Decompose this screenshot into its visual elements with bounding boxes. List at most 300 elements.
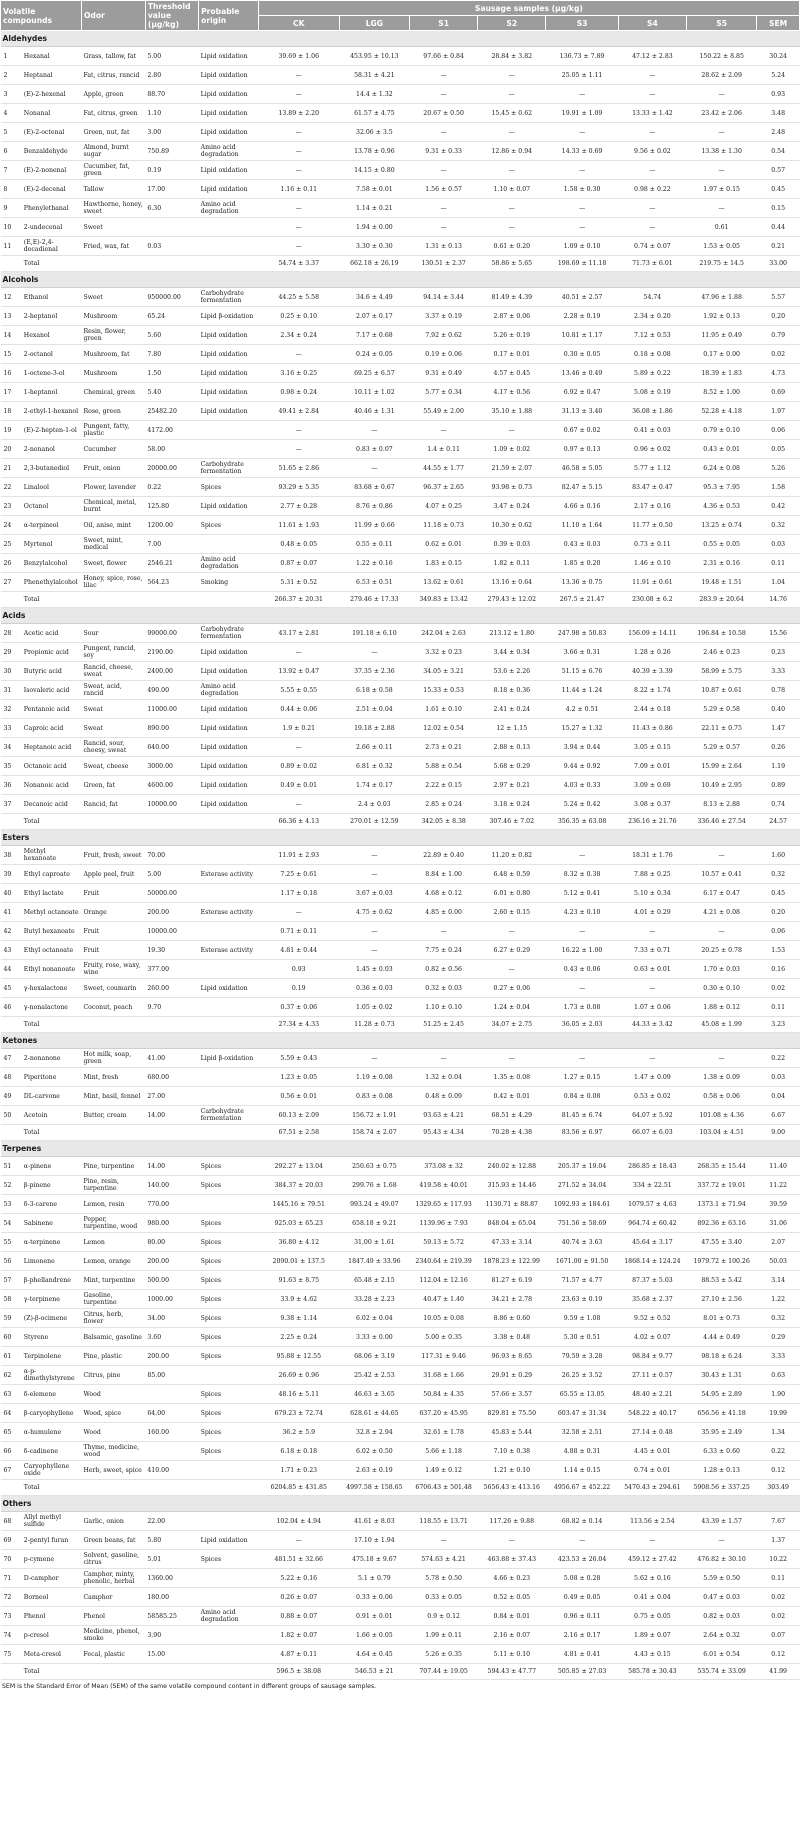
value-s2: — [478, 1049, 546, 1068]
value-s3: — [546, 161, 618, 180]
compound-name: Nonanal [22, 104, 82, 123]
value-s3: — [546, 123, 618, 142]
value-lgg: 13.78 ± 0.96 [339, 142, 409, 161]
value-s1: 0.32 ± 0.03 [410, 979, 478, 998]
origin-cell: Lipid oxidation [199, 497, 259, 516]
value-sem: 0.78 [757, 681, 800, 700]
total-row [1, 814, 800, 830]
value-s2: 6.27 ± 0.29 [478, 941, 546, 960]
compound-index: 16 [1, 364, 22, 383]
compound-name: Hexanol [22, 326, 82, 345]
value-s5: — [686, 1049, 756, 1068]
value-s2: 13.16 ± 0.64 [478, 573, 546, 592]
total-sem: 14.76 [757, 592, 800, 608]
total-value: 585.78 ± 30.43 [618, 1664, 686, 1680]
value-s5: 2.31 ± 0.16 [686, 554, 756, 573]
value-s3: 11.10 ± 1.64 [546, 516, 618, 535]
value-s3: 32.58 ± 2.51 [546, 1423, 618, 1442]
compound-index: 71 [1, 1569, 22, 1588]
compound-name: (E)-2-octenal [22, 123, 82, 142]
value-s3: — [546, 199, 618, 218]
table-row [1, 85, 800, 104]
value-s1: 5.66 ± 1.18 [410, 1442, 478, 1461]
value-lgg: 6.81 ± 0.32 [339, 757, 409, 776]
category-title: Others [1, 1496, 800, 1512]
value-s4: 2.34 ± 0.20 [618, 307, 686, 326]
value-s4: — [618, 161, 686, 180]
header-sample: CK [258, 16, 339, 31]
odor-cell: Garlic, onion [81, 1512, 145, 1531]
threshold-cell: 65.24 [145, 307, 198, 326]
compound-name: Phenol [22, 1607, 82, 1626]
value-s3: 5.30 ± 0.51 [546, 1328, 618, 1347]
value-s3: 4.03 ± 0.33 [546, 776, 618, 795]
compound-index: 47 [1, 1049, 22, 1068]
odor-cell: Herb, sweet, spice [81, 1461, 145, 1480]
value-s4: — [618, 66, 686, 85]
odor-cell: Camphor, minty, phenolic, herbal [81, 1569, 145, 1588]
threshold-cell: 180.00 [145, 1588, 198, 1607]
odor-cell: Apple, green [81, 85, 145, 104]
value-s2: — [478, 922, 546, 941]
compound-index: 56 [1, 1252, 22, 1271]
value-s2: 8.86 ± 0.60 [478, 1309, 546, 1328]
value-s5: 23.42 ± 2.06 [686, 104, 756, 123]
origin-cell: Lipid β-oxidation [199, 307, 259, 326]
value-lgg: 156.72 ± 1.91 [339, 1106, 409, 1125]
threshold-cell: 2190.00 [145, 643, 198, 662]
value-s2: 0.52 ± 0.05 [478, 1588, 546, 1607]
value-sem: 0.05 [757, 440, 800, 459]
value-s2: 47.33 ± 3.14 [478, 1233, 546, 1252]
value-lgg: 0.24 ± 0.05 [339, 345, 409, 364]
value-s1: 5.26 ± 0.35 [410, 1645, 478, 1664]
value-ck: 13.92 ± 0.47 [258, 662, 339, 681]
value-s1: 93.63 ± 4.21 [410, 1106, 478, 1125]
table-row [1, 161, 800, 180]
value-ck: — [258, 738, 339, 757]
value-s4: 87.37 ± 5.03 [618, 1271, 686, 1290]
value-s3: 1.27 ± 0.15 [546, 1068, 618, 1087]
value-s1: 32.61 ± 1.78 [410, 1423, 478, 1442]
value-s4: 5.89 ± 0.22 [618, 364, 686, 383]
value-s2: 2.16 ± 0.07 [478, 1626, 546, 1645]
value-lgg: 3.30 ± 0.30 [339, 237, 409, 256]
value-ck: 1445.16 ± 79.51 [258, 1195, 339, 1214]
compound-index: 15 [1, 345, 22, 364]
value-s1: 1139.96 ± 7.93 [410, 1214, 478, 1233]
value-lgg: 10.11 ± 1.02 [339, 383, 409, 402]
value-sem: 1.19 [757, 757, 800, 776]
compound-name: Benzylalcohol [22, 554, 82, 573]
threshold-cell: 5.80 [145, 1531, 198, 1550]
value-s5: 43.39 ± 1.57 [686, 1512, 756, 1531]
value-lgg: 8.76 ± 0.86 [339, 497, 409, 516]
table-row [1, 1569, 800, 1588]
compound-name: γ-terpinene [22, 1290, 82, 1309]
table-row [1, 1366, 800, 1385]
category-row [1, 31, 800, 47]
compound-name: Octanoic acid [22, 757, 82, 776]
value-s4: 18.31 ± 1.76 [618, 846, 686, 865]
compound-index: 13 [1, 307, 22, 326]
value-s5: — [686, 846, 756, 865]
value-s1: 2.85 ± 0.24 [410, 795, 478, 814]
value-s4: 1.07 ± 0.06 [618, 998, 686, 1017]
table-row [1, 1068, 800, 1087]
value-sem: 0.63 [757, 1366, 800, 1385]
value-ck: 5.31 ± 0.52 [258, 573, 339, 592]
compound-index: 2 [1, 66, 22, 85]
value-sem: 5.26 [757, 459, 800, 478]
threshold-cell: 980.00 [145, 1214, 198, 1233]
value-s4: 3.05 ± 0.15 [618, 738, 686, 757]
value-s4: 0.96 ± 0.02 [618, 440, 686, 459]
value-s2: — [478, 199, 546, 218]
value-s2: 10.30 ± 0.62 [478, 516, 546, 535]
origin-cell: Lipid oxidation [199, 402, 259, 421]
odor-cell: Mint, fresh [81, 1068, 145, 1087]
header-samples-group: Sausage samples (μg/kg) [258, 1, 799, 16]
value-s5: 892.36 ± 63.16 [686, 1214, 756, 1233]
value-lgg: 1.94 ± 0.00 [339, 218, 409, 237]
value-s1: 9.31 ± 0.49 [410, 364, 478, 383]
value-s2: 93.98 ± 0.73 [478, 478, 546, 497]
total-value: 44.33 ± 3.42 [618, 1017, 686, 1033]
value-s2: 2.60 ± 0.15 [478, 903, 546, 922]
compound-name: Octanol [22, 497, 82, 516]
compound-name: γ-nonalactone [22, 998, 82, 1017]
value-s2: 3.18 ± 0.24 [478, 795, 546, 814]
total-label: Total [22, 814, 82, 830]
threshold-cell: 770.00 [145, 1195, 198, 1214]
compound-name: Propionic acid [22, 643, 82, 662]
header-sem: SEM [757, 16, 800, 31]
value-s5: — [686, 1531, 756, 1550]
total-spacer [81, 1017, 145, 1033]
compound-name: α-terpinene [22, 1233, 82, 1252]
value-s1: — [410, 421, 478, 440]
origin-cell: Spices [199, 1309, 259, 1328]
compound-index: 18 [1, 402, 22, 421]
value-s3: 46.58 ± 5.05 [546, 459, 618, 478]
value-s4: — [618, 218, 686, 237]
value-lgg: — [339, 1049, 409, 1068]
value-s5: 88.53 ± 5.42 [686, 1271, 756, 1290]
threshold-cell: 200.00 [145, 1347, 198, 1366]
header-compound: Volatile compounds [1, 1, 82, 31]
total-spacer [1, 1125, 22, 1141]
compound-index: 17 [1, 383, 22, 402]
threshold-cell: 34.00 [145, 1309, 198, 1328]
value-s1: 2.73 ± 0.21 [410, 738, 478, 757]
value-sem: 0.79 [757, 326, 800, 345]
origin-cell: Carbohydrate fermentation [199, 459, 259, 478]
value-s5: 1.53 ± 0.05 [686, 237, 756, 256]
compound-name: Methyl hexanoate [22, 846, 82, 865]
category-title: Acids [1, 608, 800, 624]
compound-index: 19 [1, 421, 22, 440]
threshold-cell: 4172.00 [145, 421, 198, 440]
value-s3: 71.57 ± 4.77 [546, 1271, 618, 1290]
compound-name: Butyl hexanoate [22, 922, 82, 941]
compound-name: 2-nonanol [22, 440, 82, 459]
category-row [1, 1033, 800, 1049]
value-sem: 1.53 [757, 941, 800, 960]
origin-cell: Spices [199, 1157, 259, 1176]
header-threshold: Threshold value (μg/kg) [145, 1, 198, 31]
odor-cell: Solvent, gasoline, citrus [81, 1550, 145, 1569]
value-sem: 5.24 [757, 66, 800, 85]
value-sem: 31.06 [757, 1214, 800, 1233]
threshold-cell: 140.00 [145, 1176, 198, 1195]
value-sem: 0.02 [757, 1588, 800, 1607]
value-s3: 4.81 ± 0.41 [546, 1645, 618, 1664]
total-value: 267.5 ± 21.47 [546, 592, 618, 608]
threshold-cell: 5.00 [145, 47, 198, 66]
total-sem: 3.23 [757, 1017, 800, 1033]
value-s1: — [410, 1531, 478, 1550]
value-s5: — [686, 85, 756, 104]
value-ck: 5.59 ± 0.43 [258, 1049, 339, 1068]
compound-name: Linalool [22, 478, 82, 497]
threshold-cell: 22.00 [145, 1512, 198, 1531]
compound-name: D-camphor [22, 1569, 82, 1588]
category-title: Terpenes [1, 1141, 800, 1157]
value-ck: 95.88 ± 12.55 [258, 1347, 339, 1366]
odor-cell: Sweet [81, 218, 145, 237]
threshold-cell: 7.00 [145, 535, 198, 554]
value-s4: 156.09 ± 14.11 [618, 624, 686, 643]
value-s3: 13.36 ± 0.75 [546, 573, 618, 592]
value-sem: 0.89 [757, 776, 800, 795]
value-ck: 3.16 ± 0.25 [258, 364, 339, 383]
value-s3: 5.08 ± 0.28 [546, 1569, 618, 1588]
table-row [1, 1106, 800, 1125]
value-s5: 6.24 ± 0.08 [686, 459, 756, 478]
total-value: 45.08 ± 1.99 [686, 1017, 756, 1033]
total-row [1, 1017, 800, 1033]
value-s1: 11.18 ± 0.73 [410, 516, 478, 535]
value-s2: 4.17 ± 0.56 [478, 383, 546, 402]
header-origin: Probable origin [199, 1, 259, 31]
value-s2: 11.20 ± 0.82 [478, 846, 546, 865]
value-s2: 3.47 ± 0.24 [478, 497, 546, 516]
total-spacer [145, 256, 198, 272]
total-spacer [145, 814, 198, 830]
value-ck: 2090.01 ± 137.5 [258, 1252, 339, 1271]
total-spacer [199, 1480, 259, 1496]
value-sem: 1.22 [757, 1290, 800, 1309]
value-s4: 27.14 ± 0.48 [618, 1423, 686, 1442]
value-s3: 31.13 ± 3.40 [546, 402, 618, 421]
value-ck: 11.61 ± 1.93 [258, 516, 339, 535]
value-lgg: 6.02 ± 0.50 [339, 1442, 409, 1461]
value-sem: 1.90 [757, 1385, 800, 1404]
value-ck: 2.77 ± 0.28 [258, 497, 339, 516]
table-row [1, 624, 800, 643]
total-value: 356.35 ± 63.08 [546, 814, 618, 830]
compound-index: 70 [1, 1550, 22, 1569]
threshold-cell: 1.50 [145, 364, 198, 383]
value-sem: 11.40 [757, 1157, 800, 1176]
value-sem: 5.57 [757, 288, 800, 307]
value-sem: 0.04 [757, 1087, 800, 1106]
table-row [1, 846, 800, 865]
table-row [1, 643, 800, 662]
compound-index: 22 [1, 478, 22, 497]
value-s1: 419.58 ± 40.01 [410, 1176, 478, 1195]
compound-name: Hexanal [22, 47, 82, 66]
value-s3: 1.85 ± 0.20 [546, 554, 618, 573]
value-sem: 0.12 [757, 1645, 800, 1664]
compound-name: Acetic acid [22, 624, 82, 643]
value-s1: — [410, 85, 478, 104]
origin-cell: Amino acid degradation [199, 199, 259, 218]
origin-cell [199, 218, 259, 237]
value-ck: — [258, 161, 339, 180]
total-value: 342.05 ± 8.38 [410, 814, 478, 830]
value-s3: 3.94 ± 0.44 [546, 738, 618, 757]
compound-index: 64 [1, 1404, 22, 1423]
origin-cell: Amino acid degradation [199, 681, 259, 700]
value-s1: 373.08 ± 32 [410, 1157, 478, 1176]
value-ck: 33.9 ± 4.62 [258, 1290, 339, 1309]
odor-cell: Citrus, herb, flower [81, 1309, 145, 1328]
table-row [1, 1290, 800, 1309]
value-lgg: 2.63 ± 0.19 [339, 1461, 409, 1480]
value-s2: 4.66 ± 0.23 [478, 1569, 546, 1588]
compound-index: 55 [1, 1233, 22, 1252]
value-s1: — [410, 922, 478, 941]
threshold-cell: 2400.00 [145, 662, 198, 681]
value-ck: 7.25 ± 0.61 [258, 865, 339, 884]
value-s3: 11.44 ± 1.24 [546, 681, 618, 700]
value-ck: 481.51 ± 32.66 [258, 1550, 339, 1569]
value-s5: — [686, 123, 756, 142]
total-value: 594.43 ± 47.77 [478, 1664, 546, 1680]
compound-name: Caryophyllene oxide [22, 1461, 82, 1480]
origin-cell: Lipid oxidation [199, 161, 259, 180]
table-row [1, 1087, 800, 1106]
value-lgg: 69.25 ± 6.57 [339, 364, 409, 383]
value-s3: 4.23 ± 0.10 [546, 903, 618, 922]
value-s5: 28.62 ± 2.09 [686, 66, 756, 85]
value-s4: 9.56 ± 0.02 [618, 142, 686, 161]
value-s3: 271.52 ± 34.04 [546, 1176, 618, 1195]
value-ck: 6.18 ± 0.18 [258, 1442, 339, 1461]
threshold-cell: 5.40 [145, 383, 198, 402]
value-sem: 0.23 [757, 643, 800, 662]
value-sem: 0.11 [757, 1569, 800, 1588]
odor-cell: Orange [81, 903, 145, 922]
value-sem: 0.02 [757, 979, 800, 998]
value-s5: 11.95 ± 0.49 [686, 326, 756, 345]
value-ck: 44.25 ± 5.58 [258, 288, 339, 307]
value-s2: — [478, 85, 546, 104]
table-row [1, 1309, 800, 1328]
value-ck: 0.93 [258, 960, 339, 979]
origin-cell: Lipid oxidation [199, 719, 259, 738]
value-s4: 4.43 ± 0.15 [618, 1645, 686, 1664]
value-lgg: 453.95 ± 10.13 [339, 47, 409, 66]
value-s5: 10.87 ± 0.61 [686, 681, 756, 700]
value-s5: 22.11 ± 0.75 [686, 719, 756, 738]
total-value: 67.51 ± 2.58 [258, 1125, 339, 1141]
odor-cell: Fruit, fresh, sweet [81, 846, 145, 865]
compound-name: Heptanal [22, 66, 82, 85]
compound-name: (E,E)-2,4-decadienal [22, 237, 82, 256]
value-s5: 47.96 ± 1.88 [686, 288, 756, 307]
value-lgg: 65.48 ± 2.15 [339, 1271, 409, 1290]
value-sem: 0.45 [757, 884, 800, 903]
value-lgg: 1.66 ± 0.05 [339, 1626, 409, 1645]
origin-cell [199, 1068, 259, 1087]
value-s3: 205.37 ± 19.04 [546, 1157, 618, 1176]
odor-cell: Coconut, peach [81, 998, 145, 1017]
value-s2: — [478, 421, 546, 440]
table-row [1, 1347, 800, 1366]
value-s1: 637.20 ± 45.95 [410, 1404, 478, 1423]
table-row [1, 345, 800, 364]
total-spacer [1, 592, 22, 608]
value-lgg: — [339, 846, 409, 865]
value-ck: 679.23 ± 72.74 [258, 1404, 339, 1423]
value-lgg: 31.00 ± 1.61 [339, 1233, 409, 1252]
compound-name: α-p-dimethylstyrene [22, 1366, 82, 1385]
value-s3: — [546, 1049, 618, 1068]
threshold-cell: 15.00 [145, 1645, 198, 1664]
threshold-cell: 10000.00 [145, 922, 198, 941]
value-s3: 10.81 ± 1.17 [546, 326, 618, 345]
threshold-cell: 640.00 [145, 738, 198, 757]
total-value: 662.18 ± 26.19 [339, 256, 409, 272]
value-s1: 3.37 ± 0.19 [410, 307, 478, 326]
value-s4: 7.12 ± 0.53 [618, 326, 686, 345]
table-row [1, 941, 800, 960]
odor-cell: Pine, resin, turpentine [81, 1176, 145, 1195]
value-s5: 0.47 ± 0.03 [686, 1588, 756, 1607]
value-sem: 0.03 [757, 535, 800, 554]
value-s3: — [546, 1531, 618, 1550]
total-spacer [81, 1125, 145, 1141]
value-s2: 45.83 ± 5.44 [478, 1423, 546, 1442]
threshold-cell: 680.00 [145, 1068, 198, 1087]
value-s1: 118.55 ± 13.71 [410, 1512, 478, 1531]
value-s5: 13.25 ± 0.74 [686, 516, 756, 535]
value-s3: 0.97 ± 0.13 [546, 440, 618, 459]
value-s4: — [618, 1049, 686, 1068]
value-s2: — [478, 123, 546, 142]
value-sem: 0.42 [757, 497, 800, 516]
value-s1: 0.82 ± 0.56 [410, 960, 478, 979]
value-s1: 242.04 ± 2.63 [410, 624, 478, 643]
value-lgg: — [339, 421, 409, 440]
value-s4: 113.56 ± 2.54 [618, 1512, 686, 1531]
value-ck: 4.87 ± 0.11 [258, 1645, 339, 1664]
value-lgg: — [339, 459, 409, 478]
value-s1: 0.19 ± 0.06 [410, 345, 478, 364]
value-lgg: 68.06 ± 3.19 [339, 1347, 409, 1366]
value-sem: 3.14 [757, 1271, 800, 1290]
value-ck: 1.23 ± 0.05 [258, 1068, 339, 1087]
value-lgg: 1.74 ± 0.17 [339, 776, 409, 795]
value-lgg: 250.63 ± 0.75 [339, 1157, 409, 1176]
value-s2: 34.21 ± 2.78 [478, 1290, 546, 1309]
value-s5: 19.48 ± 1.51 [686, 573, 756, 592]
table-body [1, 31, 800, 1680]
threshold-cell: 58585.25 [145, 1607, 198, 1626]
